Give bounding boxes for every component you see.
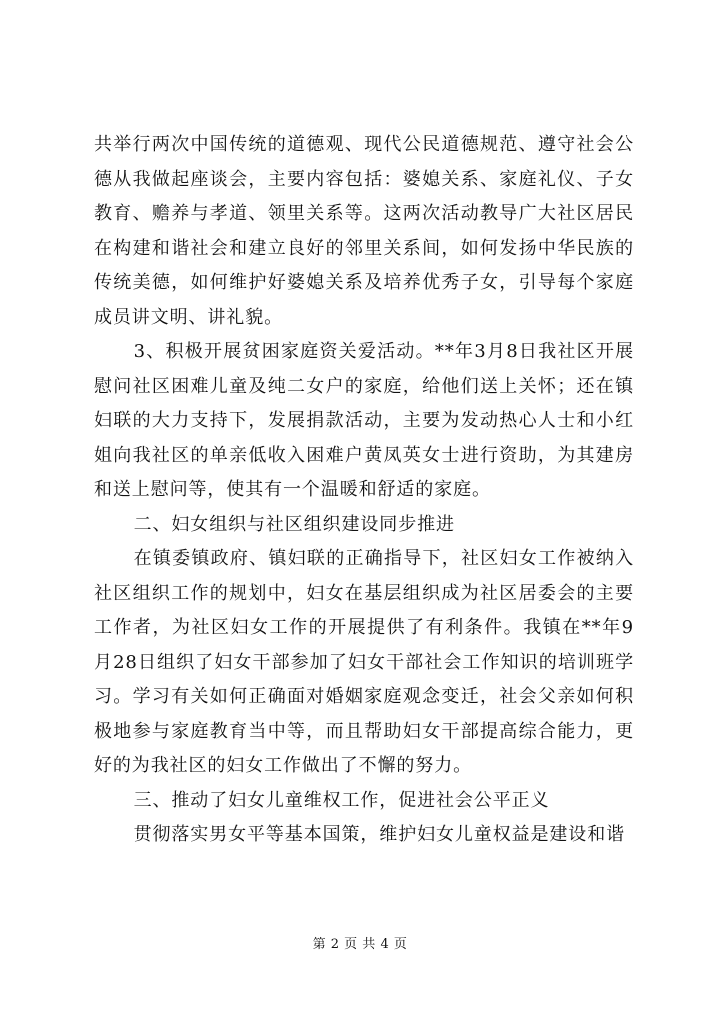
paragraph-item-3: 3、积极开展贫困家庭资关爱活动。**年3月8日我社区开展慰问社区困难儿童及纯二女户的家庭，给他们送上关怀；还在镇妇联的大力支持下，发展捐款活动，主要为发动热心人士和小红姐向我社区的单亲低收入困难户黄凤英女士进行资助，为其建房和送上慰问等，使其有一个温暖和舒适的家庭。 [94,341,634,500]
paragraph-continued: 共举行两次中国传统的道德观、现代公民道德规范、遵守社会公德从我做起座谈会，主要内容包括：婆媳关系、家庭礼仪、子女教育、赡养与孝道、领里关系等。这两次活动教导广大社区居民在构建和谐社会和建立良好的邻里关系间，如何发扬中华民族的传统美德，如何维护好婆媳关系及培养优秀子女，引导每个家庭成员讲文明、讲礼貌。 [94,134,634,328]
page-number-footer: 第 2 页 共 4 页 [312,937,408,952]
document-body [94,128,634,853]
paragraph-section-3: 贯彻落实男女平等基本国策，维护妇女儿童权益是建设和谐 [133,824,625,845]
paragraph-section-2: 在镇委镇政府、镇妇联的正确指导下，社区妇女工作被纳入社区组织工作的规划中，妇女在基层组织成为社区居委会的主要工作者，为社区妇女工作的开展提供了有利条件。我镇在**年9月28日组织了妇女干部参加了妇女干部社会工作知识的培训班学习。学习有关如何正确面对婚姻家庭观念变迁，社会父亲如何积极地参与家庭教育当中等，而且帮助妇女干部提高综合能力，更好的为我社区的妇女工作做出了不懈的努力。 [94,548,634,776]
section-heading-2: 二、妇女组织与社区组织建设同步推进 [133,513,455,535]
section-heading-3: 三、推动了妇女儿童维权工作，促进社会公平正义 [133,789,550,811]
